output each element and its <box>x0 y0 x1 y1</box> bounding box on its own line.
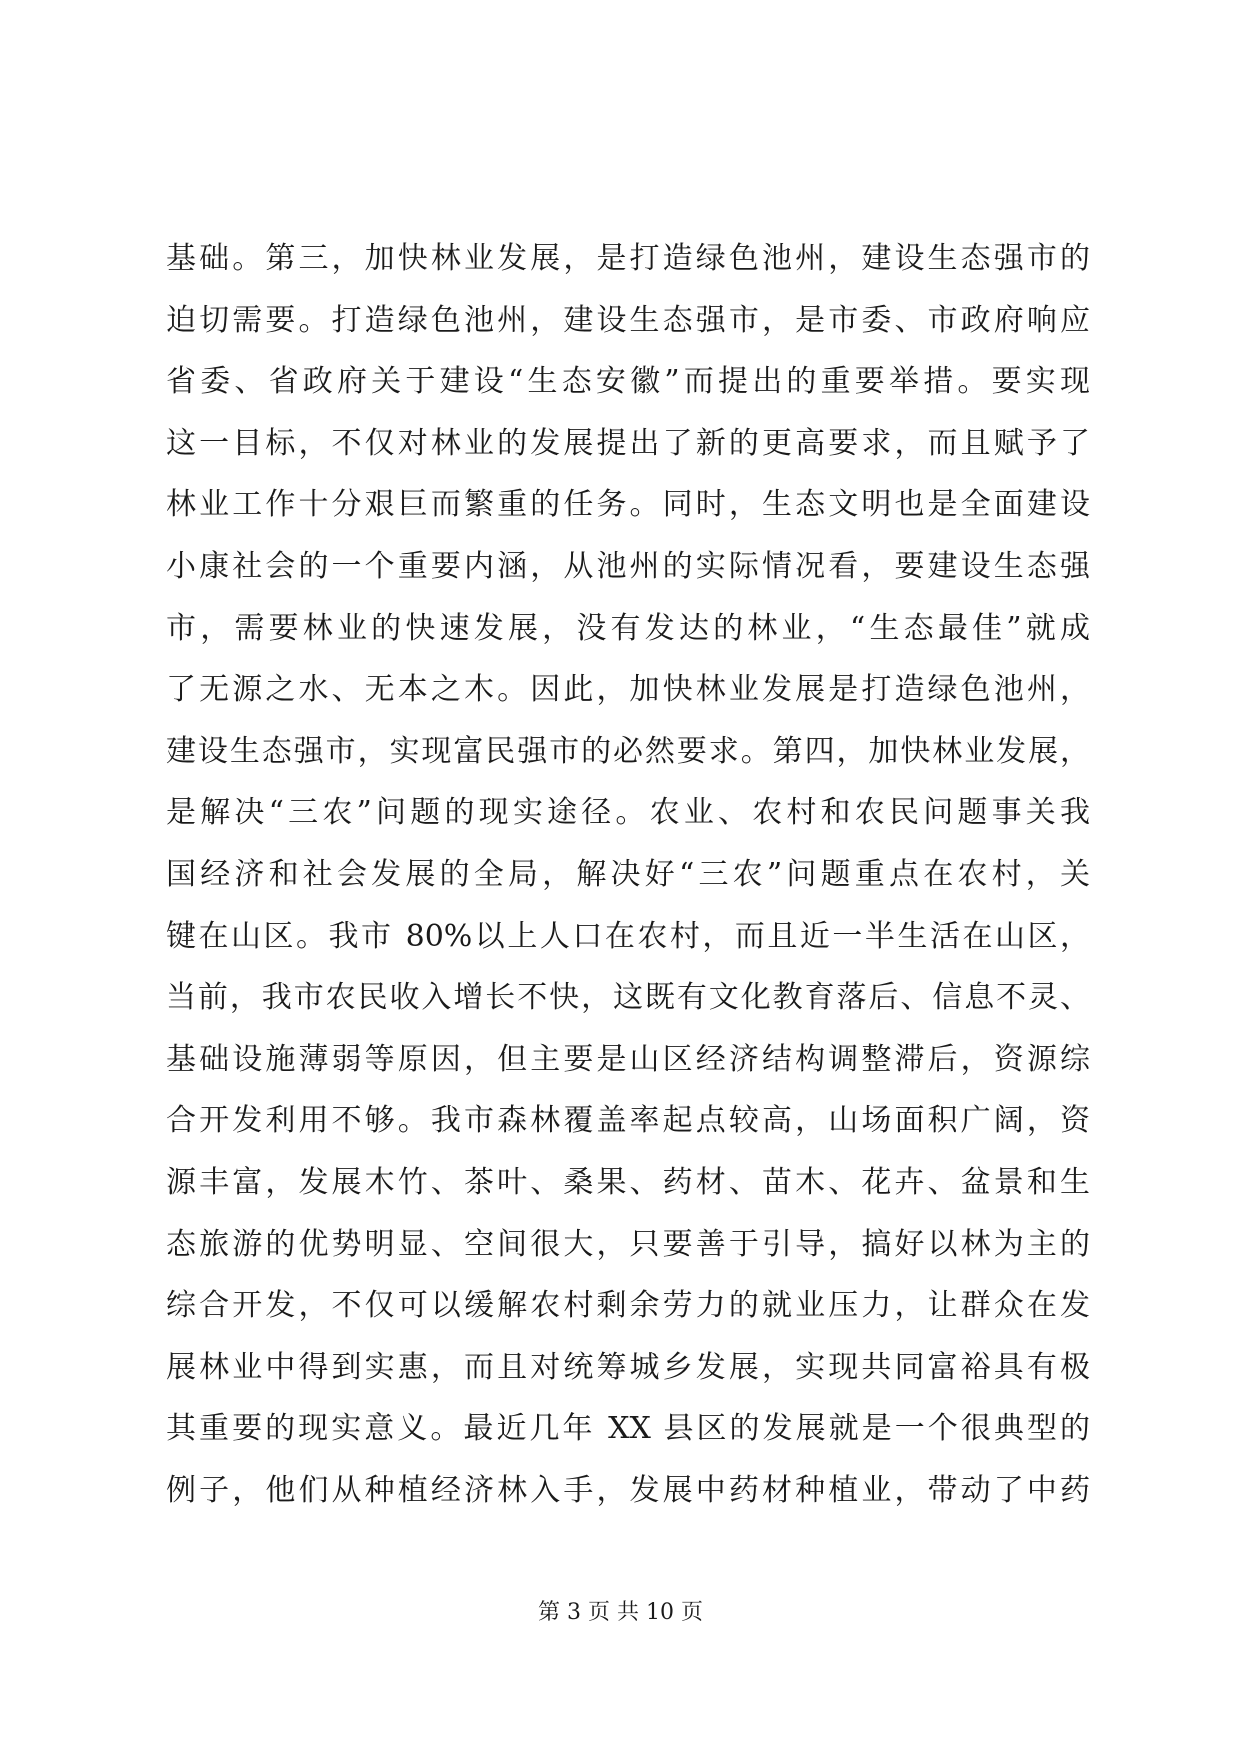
text-line: 了无源之水、无本之木。因此，加快林业发展是打造绿色池州， <box>166 672 1090 708</box>
text-line: 建设生态强市，实现富民强市的必然要求。第四，加快林业发展， <box>166 733 1090 769</box>
text-line: 合开发利用不够。我市森林覆盖率起点较高，山场面积广阔，资 <box>166 1103 1090 1139</box>
text-line: 林业工作十分艰巨而繁重的任务。同时，生态文明也是全面建设 <box>166 487 1090 523</box>
text-line: 省委、省政府关于建设“生态安徽”而提出的重要举措。要实现 <box>166 364 1090 400</box>
body-text <box>166 228 1090 1521</box>
text-line: 这一目标，不仅对林业的发展提出了新的更高要求，而且赋予了 <box>166 425 1090 461</box>
text-line: 源丰富，发展木竹、茶叶、桑果、药材、苗木、花卉、盆景和生 <box>166 1164 1090 1200</box>
text-line: 基础。第三，加快林业发展，是打造绿色池州，建设生态强市的 <box>166 241 1090 276</box>
text-line: 态旅游的优势明显、空间很大，只要善于引导，搞好以林为主的 <box>166 1226 1090 1262</box>
text-line: 是解决“三农”问题的现实途径。农业、农村和农民问题事关我 <box>166 795 1090 831</box>
text-line: 当前，我市农民收入增长不快，这既有文化教育落后、信息不灵、 <box>166 980 1090 1016</box>
text-line: 迫切需要。打造绿色池州，建设生态强市，是市委、市政府响应 <box>166 302 1090 338</box>
text-line: 键在山区。我市 80%以上人口在农村，而且近一半生活在山区， <box>166 918 1090 954</box>
text-line: 综合开发，不仅可以缓解农村剩余劳力的就业压力，让群众在发 <box>166 1288 1090 1324</box>
text-line: 其重要的现实意义。最近几年 XX 县区的发展就是一个很典型的 <box>166 1411 1090 1447</box>
text-line: 市，需要林业的快速发展，没有发达的林业，“生态最佳”就成 <box>166 610 1090 646</box>
page-number-footer: 第 3 页 共 10 页 <box>538 1600 703 1625</box>
text-line: 例子，他们从种植经济林入手，发展中药材种植业，带动了中药 <box>166 1472 1090 1508</box>
text-line: 基础设施薄弱等原因，但主要是山区经济结构调整滞后，资源综 <box>166 1041 1090 1077</box>
text-line: 展林业中得到实惠，而且对统筹城乡发展，实现共同富裕具有极 <box>166 1349 1090 1385</box>
text-line: 小康社会的一个重要内涵，从池州的实际情况看，要建设生态强 <box>166 548 1090 584</box>
text-line: 国经济和社会发展的全局，解决好“三农”问题重点在农村，关 <box>166 856 1090 892</box>
